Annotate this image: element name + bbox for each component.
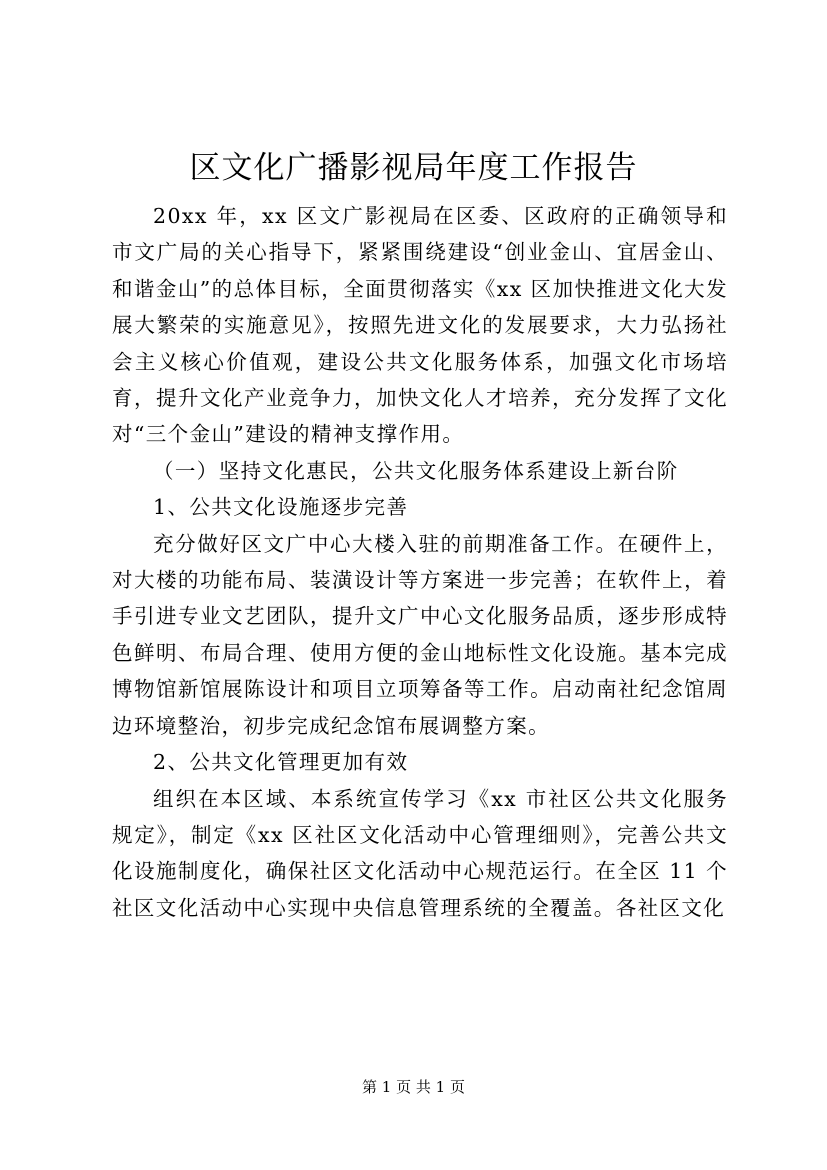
section-heading: （一）坚持文化惠民，公共文化服务体系建设上新台阶 xyxy=(153,458,679,483)
management-paragraph: 组织在本区域、本系统宣传学习《xx 市社区公共文化服务规定》，制定《xx 区社区文化活动中心管理细则》，完善公共文化设施制度化，确保社区文化活动中心规范运行。在全区 11 个社区文化活动中心实现中央信息管理系统的全覆盖。各社区文化 xyxy=(112,786,728,920)
intro-paragraph: 20xx 年，xx 区文广影视局在区委、区政府的正确领导和市文广局的关心指导下，紧紧围绕建设“创业金山、宜居金山、和谐金山”的总体目标，全面贯彻落实《xx 区加快推进文化大发展大繁荣的实施意见》，按照先进文化的发展要求，大力弘扬社会主义核心价值观，建设公共文化服务体系，加强文化市场培育，提升文化产业竞争力，加快文化人才培养，充分发挥了文化对“三个金山”建设的精神支撑作用。 xyxy=(112,204,728,447)
subsection-heading-2: 2、公共文化管理更加有效 xyxy=(153,750,409,775)
facilities-paragraph: 充分做好区文广中心大楼入驻的前期准备工作。在硬件上，对大楼的功能布局、装潢设计等方案进一步完善；在软件上，着手引进专业文艺团队，提升文广中心文化服务品质，逐步形成特色鲜明、布局合理、使用方便的金山地标性文化设施。基本完成博物馆新馆展陈设计和项目立项筹备等工作。启动南社纪念馆周边环境整治，初步完成纪念馆布展调整方案。 xyxy=(112,531,728,738)
document-body xyxy=(112,198,728,926)
subsection-heading-1: 1、公共文化设施逐步完善 xyxy=(153,495,409,520)
page-footer: 第 1 页 共 1 页 xyxy=(362,1078,465,1096)
document-title: 区文化广播影视局年度工作报告 xyxy=(189,150,638,186)
